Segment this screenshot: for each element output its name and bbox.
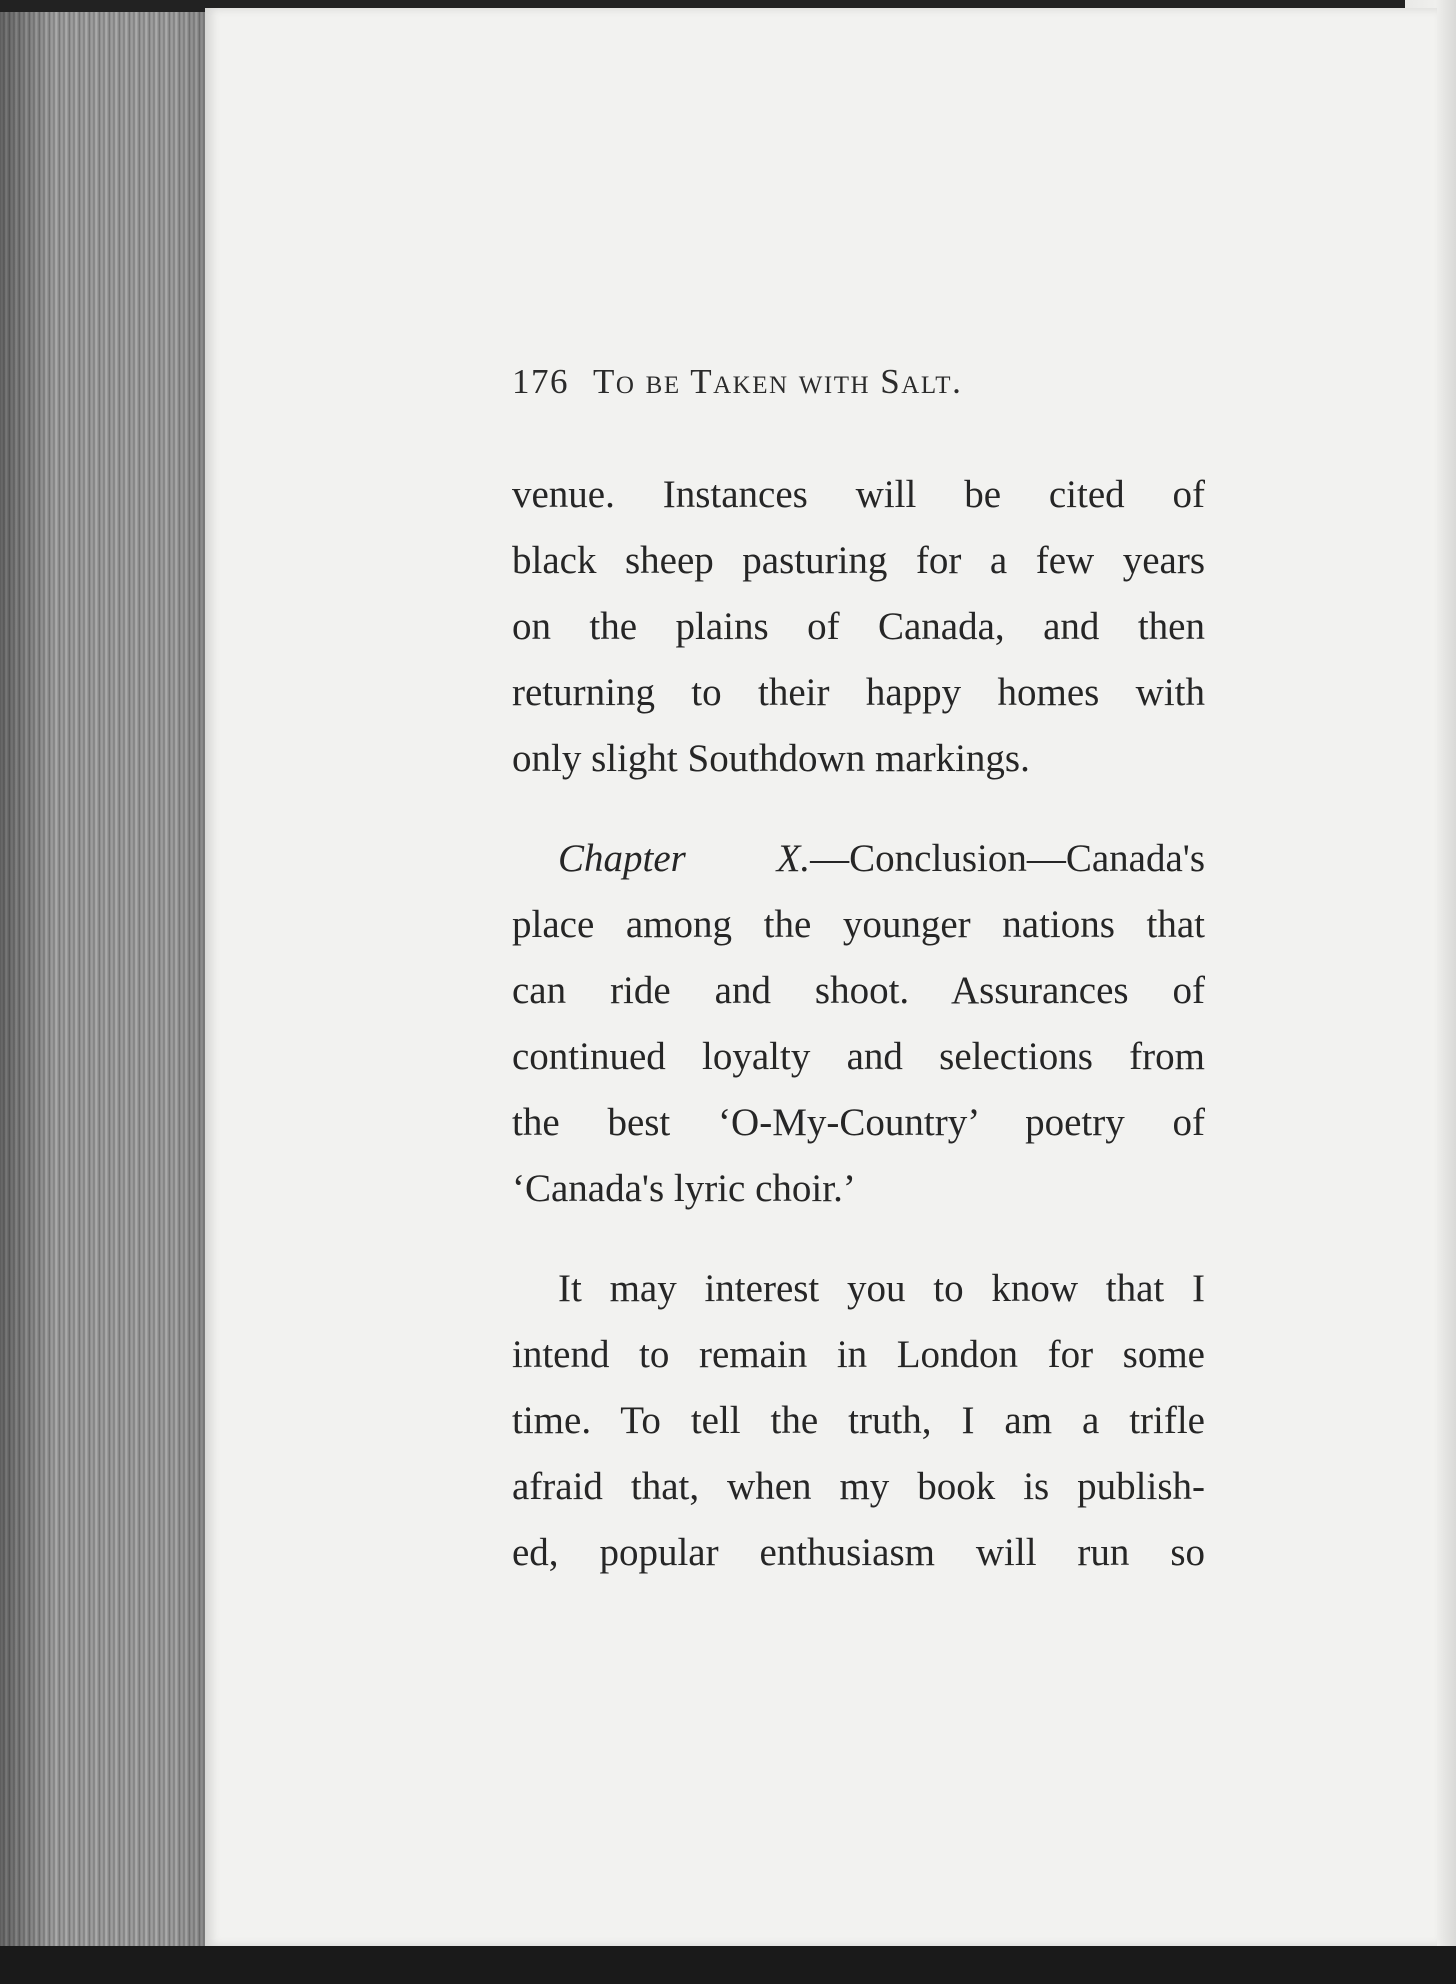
book-page-edges	[0, 0, 215, 1984]
text-line: only slight Southdown markings.	[512, 737, 1030, 780]
text-line: ed, popular enthusiasm will run so	[512, 1531, 1205, 1574]
text-line: black sheep pasturing for a few years	[512, 539, 1205, 582]
page-number: 176	[512, 362, 569, 401]
paragraph-gap	[512, 792, 1205, 826]
chapter-label: Chapter X.	[558, 837, 811, 880]
paragraph-gap	[512, 1222, 1205, 1256]
text-line: the best ‘O-My-Country’ poetry of	[512, 1101, 1205, 1144]
text-line: ‘Canada's lyric choir.’	[512, 1167, 856, 1210]
text-line: venue. Instances will be cited of	[512, 473, 1205, 516]
text-line: It may interest you to know that I	[558, 1267, 1205, 1310]
running-title: To be Taken with Salt.	[593, 362, 963, 401]
text-line: can ride and shoot. Assurances of	[512, 969, 1205, 1012]
chapter-title-text: —Conclusion—Canada's	[810, 837, 1205, 880]
text-line: on the plains of Canada, and then	[512, 605, 1205, 648]
text-line: afraid that, when my book is publish-	[512, 1465, 1205, 1508]
text-line: continued loyalty and selections from	[512, 1035, 1205, 1078]
text-line: time. To tell the truth, I am a trifle	[512, 1399, 1205, 1442]
text-line: intend to remain in London for some	[512, 1333, 1205, 1376]
chapter-line	[512, 826, 1205, 892]
running-head	[512, 362, 962, 402]
text-line: place among the younger nations that	[512, 903, 1205, 946]
body-text	[512, 462, 1205, 1586]
bottom-shadow	[0, 1946, 1456, 1984]
text-line: returning to their happy homes with	[512, 671, 1205, 714]
